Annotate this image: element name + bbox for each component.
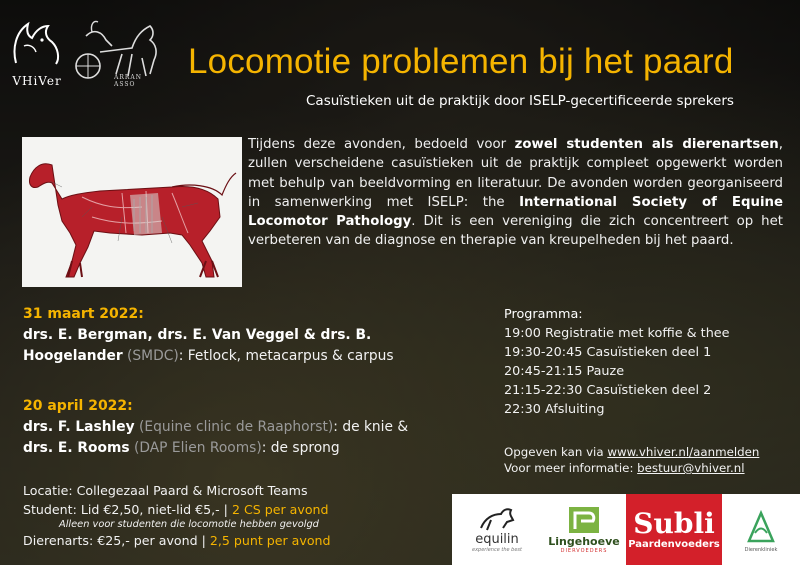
sponsor-subli (626, 494, 722, 565)
session-2-date: 20 april 2022: (23, 398, 133, 414)
intro-text-3: . Dit is een vereniging die zich concentreert op het verbeteren van de diagnose en therapie van kreupelheden bij het paard. (248, 214, 783, 249)
lingehoeve-sub: DIERVOEDERS (560, 548, 608, 554)
vhiver-logo-text: VHiVer (12, 74, 62, 88)
session-2-topic-1: : de knie & (333, 419, 409, 435)
clinic-name: Dierenkliniek (744, 546, 778, 553)
clinic-horse-icon (741, 507, 781, 547)
sponsor-strip (452, 494, 800, 565)
sponsor-dierenkliniek (722, 494, 800, 565)
student-credits: 2 CS per avond (231, 502, 329, 517)
opgeven-label: Opgeven kan via (504, 445, 608, 459)
programma-item: 21:15-22:30 Casuïstieken deel 2 (504, 383, 712, 398)
equilin-name: equilin (475, 532, 519, 547)
session-2 (23, 396, 443, 459)
intro-text-1: Tijdens deze avonden, bedoeld voor (248, 137, 515, 152)
carriage-logo (72, 14, 164, 88)
carriage-logo-text: ARRAN ASSO (114, 74, 142, 88)
programma-item: 20:45-21:15 Pauze (504, 364, 625, 379)
programma-item: 19:00 Registratie met koffie & thee (504, 326, 730, 341)
lingehoeve-name: Lingehoeve (548, 535, 620, 548)
location-pricing (23, 481, 463, 550)
programma-title: Programma: (504, 307, 583, 322)
student-note: Alleen voor studenten die locomotie hebben gevolgd (59, 519, 319, 530)
lingehoeve-leaf-icon (567, 505, 601, 535)
page-title: Locomotie problemen bij het paard (188, 42, 734, 81)
equilin-tagline: experience the best (472, 547, 522, 553)
session-1-speakers: drs. E. Bergman, drs. E. Van Veggel & drs. B. Hoogelander (23, 327, 372, 364)
programma (504, 305, 794, 419)
info-label: Voor meer informatie: (504, 461, 638, 475)
intro-highlight-iselp: International Society of Equine Locomotor Pathology (248, 194, 784, 230)
location-line: Locatie: Collegezaal Paard & Microsoft Teams (23, 483, 308, 498)
intro-highlight-audience: zowel studenten als dierenartsen (514, 137, 779, 152)
sponsor-equilin (452, 494, 542, 565)
subli-sub: Paardenvoeders (628, 539, 720, 550)
programma-item: 19:30-20:45 Casuïstieken deel 1 (504, 345, 712, 360)
subtitle: Casuïstieken uit de praktijk door ISELP-gecertificeerde sprekers (306, 93, 734, 109)
session-2-topic-2: : de sprong (261, 440, 340, 456)
student-price: Student: Lid €2,50, niet-lid €5,- | (23, 502, 232, 517)
vhiver-horse-icon (6, 18, 68, 70)
session-1-topic: : Fetlock, metacarpus & carpus (178, 348, 394, 364)
session-1 (23, 304, 443, 367)
sponsor-lingehoeve (542, 494, 626, 565)
session-2-institution-1: (Equine clinic de Raaphorst) (134, 419, 334, 435)
intro-text-2: , zullen verscheidene casuïstieken uit de praktijk compleet opgewerkt worden met behulp van beeldvorming en literatuur. De avonden worden georganiseerd in samenwerking met ISELP: the (248, 137, 783, 210)
horse-muscle-illustration (22, 137, 242, 287)
vet-price: Dierenarts: €25,- per avond | (23, 533, 210, 548)
session-2-speaker-2: drs. E. Rooms (23, 440, 130, 456)
programma-item: 22:30 Afsluiting (504, 402, 605, 417)
registration-info (504, 444, 794, 476)
session-2-institution-2: (DAP Elien Rooms) (129, 440, 262, 456)
horse-anatomy-image (22, 137, 242, 287)
equilin-horse-icon (477, 506, 517, 532)
session-2-speaker-1: drs. F. Lashley (23, 419, 135, 435)
vet-points: 2,5 punt per avond (209, 533, 331, 548)
aanmelden-link[interactable]: www.vhiver.nl/aanmelden (607, 445, 760, 459)
subli-name: Subli (633, 507, 715, 540)
intro-paragraph (248, 135, 783, 251)
session-1-institution: (SMDC) (122, 348, 179, 364)
session-1-date: 31 maart 2022: (23, 306, 144, 322)
vhiver-logo (6, 18, 68, 88)
contact-email-link[interactable]: bestuur@vhiver.nl (637, 461, 745, 475)
